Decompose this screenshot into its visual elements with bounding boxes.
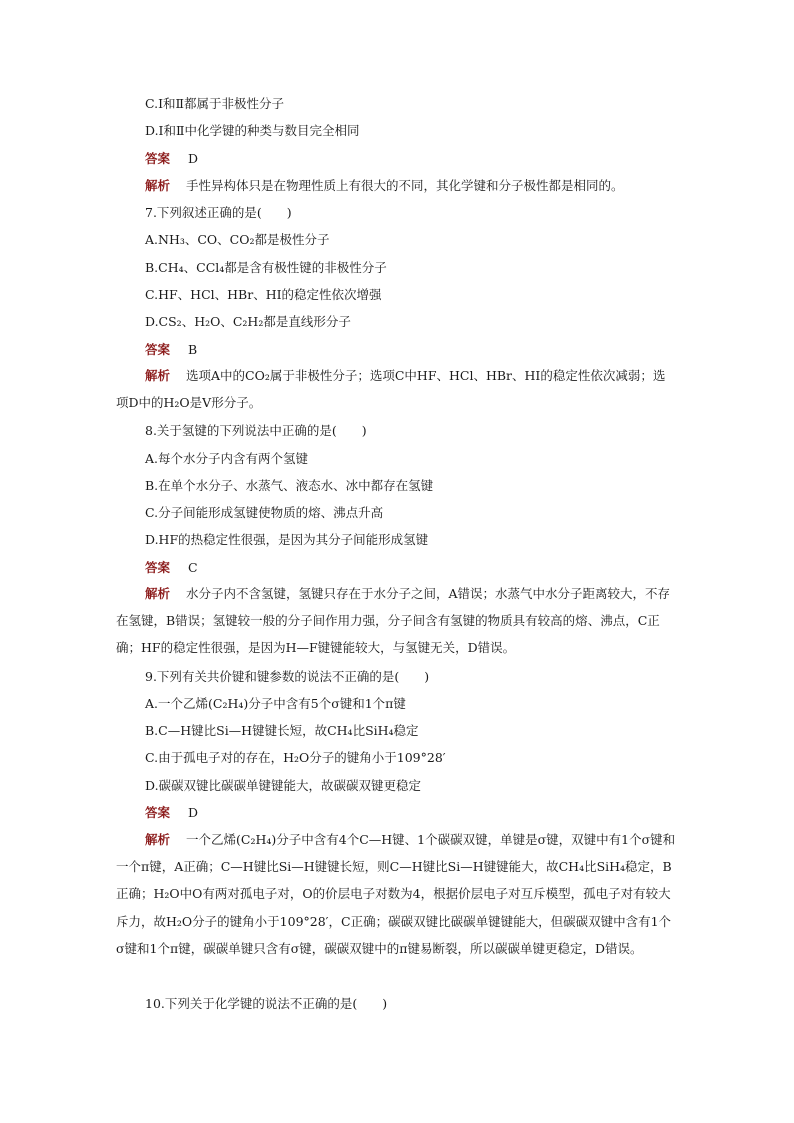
q9-option-d: D.碳碳双键比碳碳单键键能大，故碳碳双键更稳定 [145, 778, 422, 793]
q8-option-b: B.在单个水分子、水蒸气、液态水、冰中都存在氢键 [145, 478, 434, 493]
q9-option-a: A.一个乙烯(C₂H₄)分子中含有5个σ键和1个π键 [145, 696, 406, 711]
q9-option-b: B.C—H键比Si—H键键长短，故CH₄比SiH₄稳定 [145, 723, 419, 738]
answer-label: 答案 [145, 342, 171, 357]
q9-stem: 9.下列有关共价键和键参数的说法不正确的是( ) [145, 669, 430, 684]
answer-value: D [188, 805, 199, 820]
q6-answer-row [145, 151, 198, 167]
explanation-text: 选项A中的CO₂属于非极性分子；选项C中HF、HCl、HBr、HI的稳定性依次减弱；选项D中的H₂O是V形分子。 [116, 368, 666, 411]
q7-stem: 7.下列叙述正确的是( ) [145, 205, 292, 220]
q9-answer-row [145, 805, 198, 821]
answer-value: B [188, 342, 198, 357]
q10-stem: 10.下列关于化学键的说法不正确的是( ) [145, 996, 388, 1011]
q7-explanation [116, 362, 676, 416]
q8-option-c: C.分子间能形成氢键使物质的熔、沸点升高 [145, 505, 384, 520]
q8-option-a: A.每个水分子内含有两个氢键 [145, 451, 309, 466]
q7-answer-row [145, 342, 197, 358]
explanation-text: 水分子内不含氢键，氢键只存在于水分子之间，A错误；水蒸气中水分子距离较大，不存在氢键，B错误；氢键较一般的分子间作用力强，分子间含有氢键的物质具有较高的熔、沸点，C正确；HF的稳定性很强，是因为H—F键键能较大，与氢键无关，D错误。 [116, 586, 671, 656]
q6-option-c: C.Ⅰ和Ⅱ都属于非极性分子 [145, 96, 285, 111]
explanation-text: 手性异构体只是在物理性质上有很大的不同，其化学键和分子极性都是相同的。 [186, 178, 624, 193]
explanation-label: 解析 [145, 178, 171, 193]
explanation-label: 解析 [145, 586, 171, 601]
q7-option-a: A.NH₃、CO、CO₂都是极性分子 [145, 232, 330, 247]
q9-option-c: C.由于孤电子对的存在，H₂O分子的键角小于109°28′ [145, 750, 446, 765]
q7-option-d: D.CS₂、H₂O、C₂H₂都是直线形分子 [145, 314, 351, 329]
explanation-text: 一个乙烯(C₂H₄)分子中含有4个C—H键、1个碳碳双键，单键是σ键，双键中有1个σ键和一个π键，A正确；C—H键比Si—H键键长短，则C—H键比Si—H键键能大，故CH₄比SiH₄稳定，B正确；H₂O中O有两对孤电子对，O的价层电子对数为4，根据价层电子对互斥模型，孤电子对有较大斥力，故H₂O分子的键角小于109°28′，C正确；碳碳双键比碳碳单键键能大，但碳碳双键中含有1个σ键和1个π键，碳碳单键只含有σ键，碳碳双键中的π键易断裂，所以碳碳单键更稳定，D错误。 [116, 832, 676, 956]
answer-value: D [188, 151, 199, 166]
answer-label: 答案 [145, 805, 171, 820]
q7-option-b: B.CH₄、CCl₄都是含有极性键的非极性分子 [145, 260, 387, 275]
explanation-label: 解析 [145, 368, 171, 383]
q7-option-c: C.HF、HCl、HBr、HI的稳定性依次增强 [145, 287, 382, 302]
q8-option-d: D.HF的热稳定性很强，是因为其分子间能形成氢键 [145, 532, 429, 547]
q9-explanation [116, 826, 676, 962]
q8-stem: 8.关于氢键的下列说法中正确的是( ) [145, 423, 367, 438]
q6-option-d: D.Ⅰ和Ⅱ中化学键的种类与数目完全相同 [145, 123, 360, 138]
q8-explanation [116, 580, 676, 662]
q8-answer-row [145, 560, 198, 576]
answer-label: 答案 [145, 560, 171, 575]
answer-label: 答案 [145, 151, 171, 166]
q6-explanation [145, 178, 624, 194]
answer-value: C [188, 560, 198, 575]
explanation-label: 解析 [145, 832, 171, 847]
